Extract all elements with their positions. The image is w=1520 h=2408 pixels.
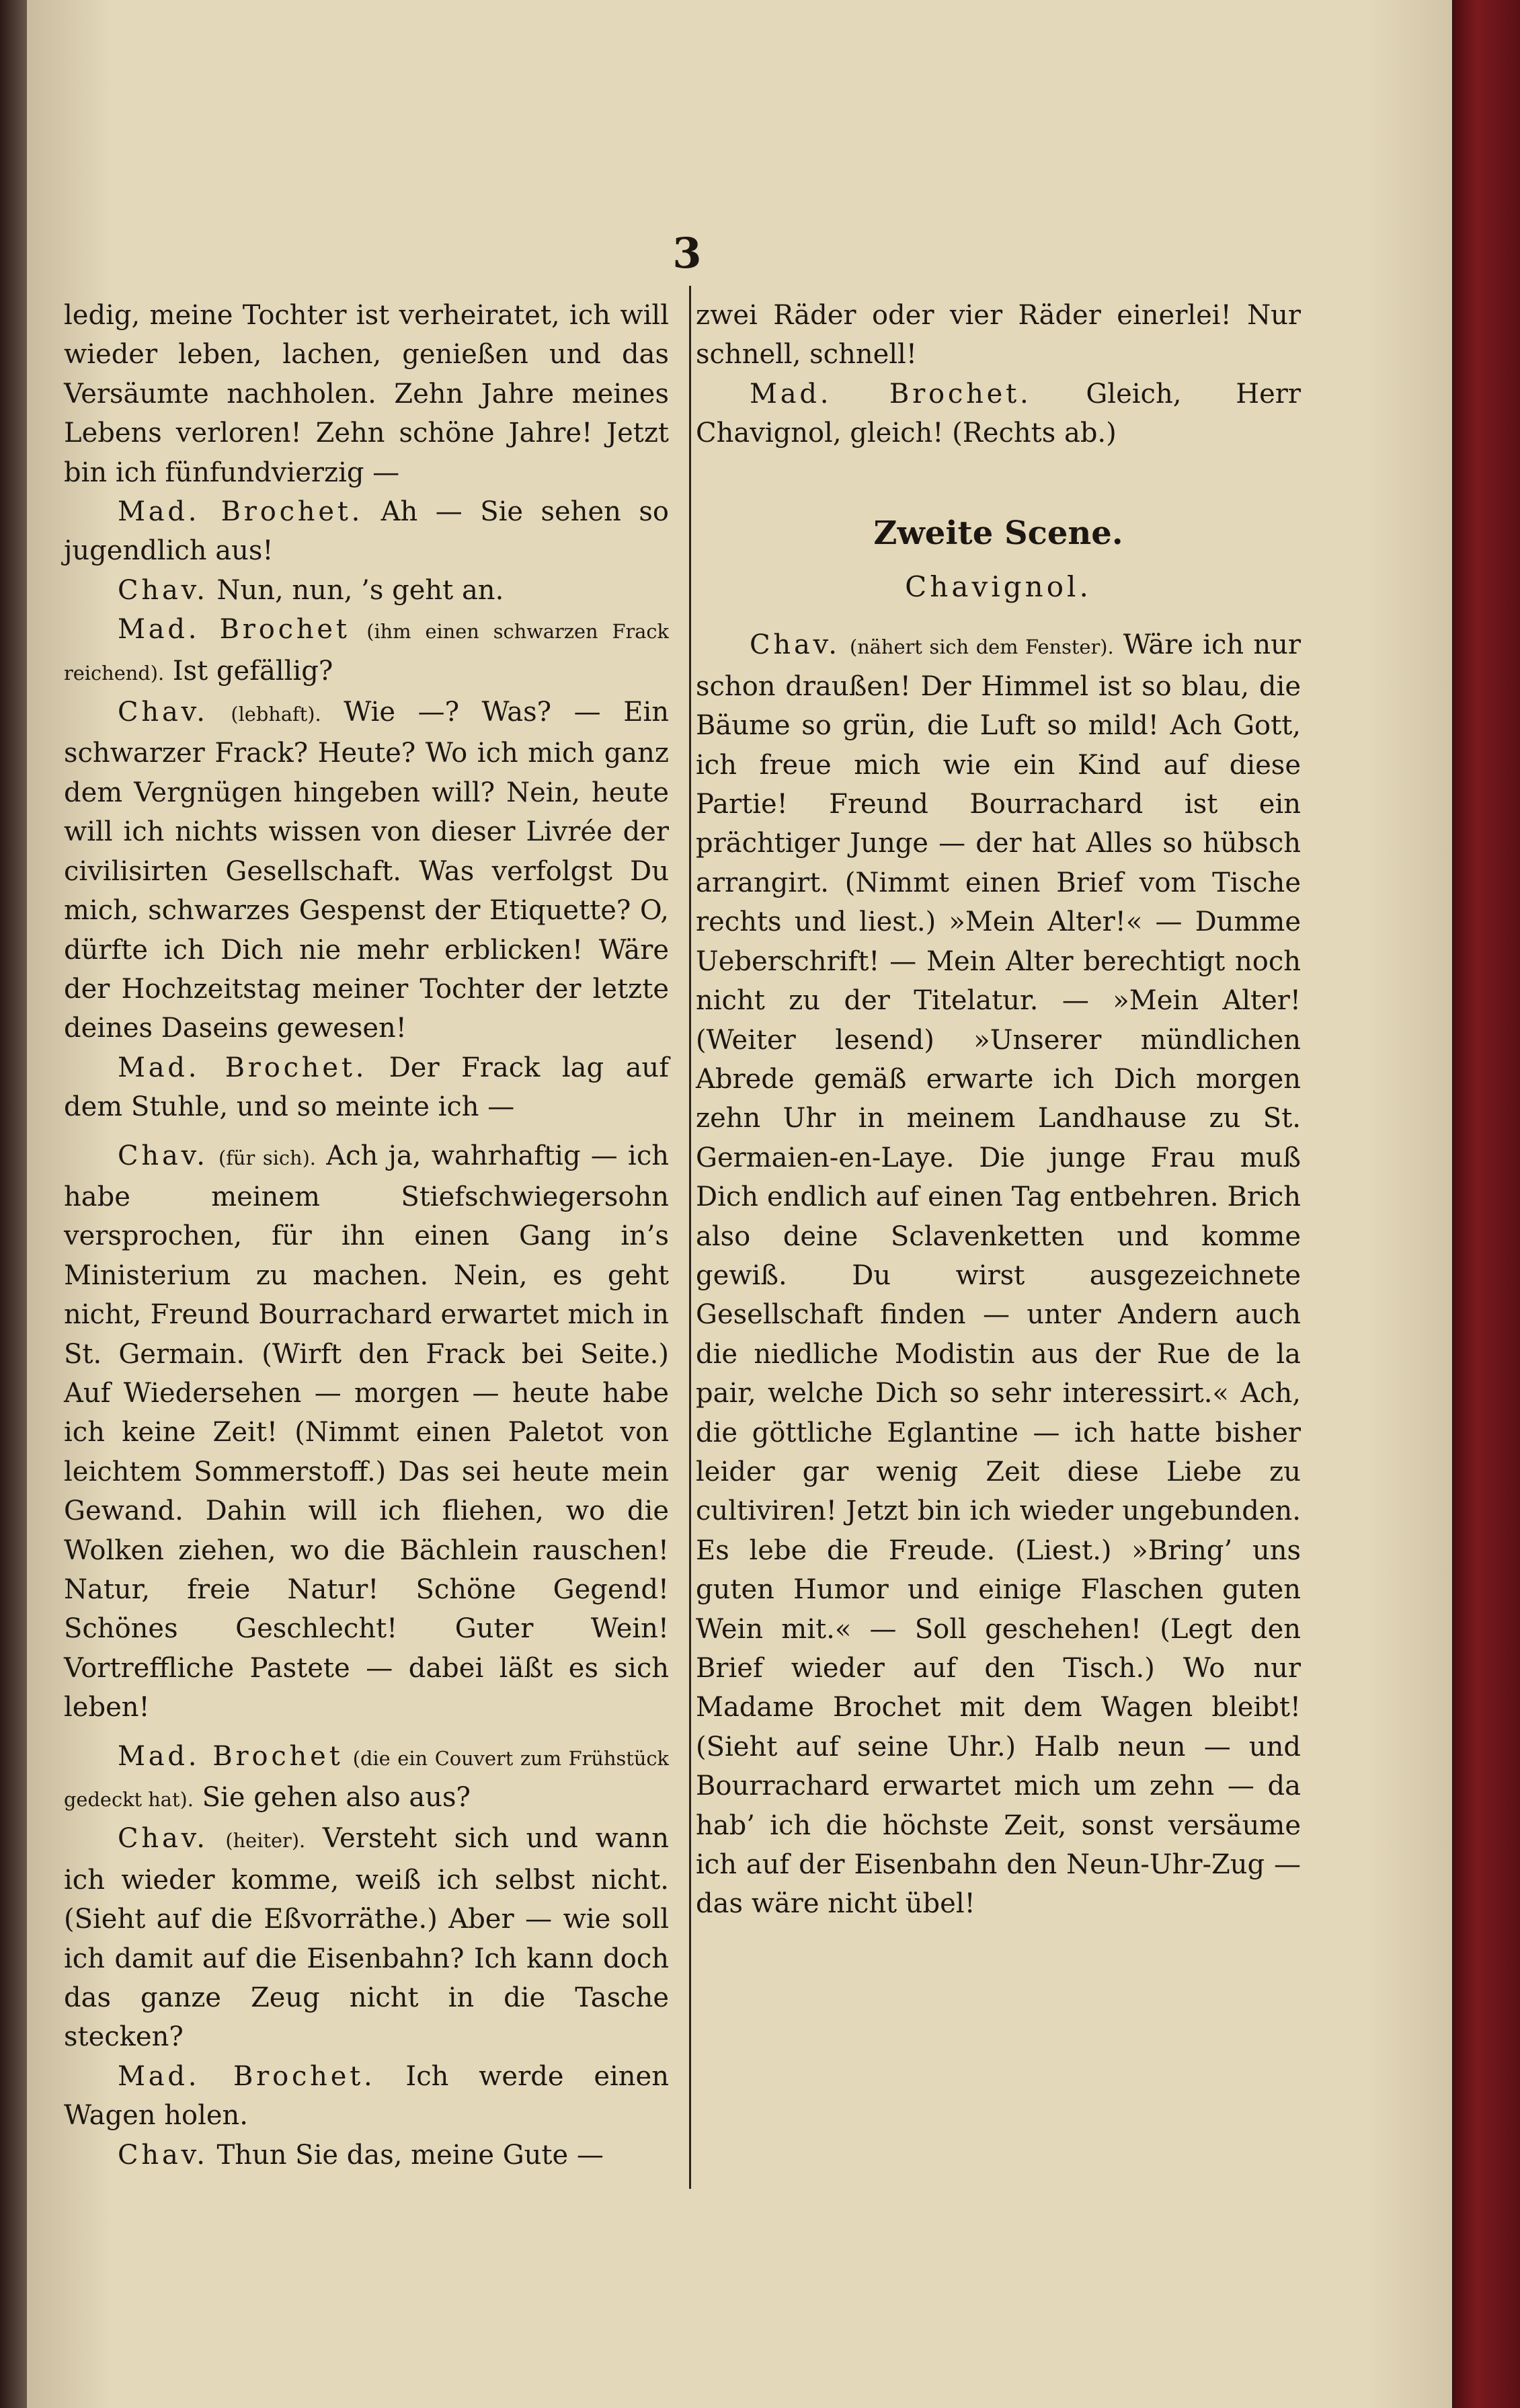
stage-direction: (die ein Couvert zum Frühstück gedeckt hat).: [64, 1746, 669, 1812]
dialogue-paragraph: [64, 1819, 669, 2056]
dialogue-paragraph: [64, 693, 669, 1048]
right-column-bottom: [696, 625, 1301, 1923]
dialogue-text: Ich werde einen Wagen holen.: [64, 2060, 669, 2132]
stage-direction: (ihm einen schwarzen Frack reichend).: [64, 620, 670, 685]
left-text-column: [64, 296, 669, 2175]
dialogue-paragraph: [64, 492, 669, 571]
dialogue-paragraph: [64, 1737, 669, 1820]
dialogue-paragraph: [696, 625, 1301, 1923]
dialogue-paragraph: [64, 2136, 669, 2175]
dialogue-text: Wäre ich nur schon draußen! Der Himmel ist so blau, die Bäume so grün, die Luft so mild! Ach Gott, ich freue mich wie ein Kind auf diese Partie! Freund Bourrachard ist ein prächtiger Junge — der hat Alles so hübsch arrangirt. (Nimmt einen Brief vom Tische rechts und liest.) »Mein Alter!« — Dumme Ueberschrift! — Mein Alter berechtigt noch nicht zu der Titelatur. — »Mein Alter! (Weiter lesend) »Unserer mündlichen Abrede gemäß erwarte ich Dich morgen zehn Uhr in meinem Landhause zu St. Germaien-en-Laye. Die junge Frau muß Dich endlich auf einen Tag entbehren. Brich also deine Sclavenketten und komme gewiß. Du wirst ausgezeichnete Gesellschaft finden — unter Andern auch die niedliche Modistin aus der Rue de la pair, welche Dich so sehr interessirt.« Ach, die göttliche Eglantine — ich hatte bisher leider gar wenig Zeit diese Liebe zu cultiviren! Jetzt bin ich wieder ungebunden. Es lebe die Freude. (Liest.) »Bring’ uns guten Humor und einige Flaschen guten Wein mit.« — Soll geschehen! (Legt den Brief wieder auf den Tisch.) Wo nur Madame Brochet mit dem Wagen bleibt! (Sieht auf seine Uhr.) Halb neun — und Bourrachard erwartet mich um zehn — da hab’ ich die höchste Zeit, sonst versäume ich auf der Eisenbahn den Neun-Uhr-Zug — das wäre nicht übel!: [696, 629, 1302, 1920]
scene-heading: Zweite Scene.: [873, 514, 1123, 552]
speaker-name: Mad. Brochet.: [118, 1052, 368, 1083]
dialogue-text: Versteht sich und wann ich wieder komme, weiß ich selbst nicht. (Sieht auf die Eßvorräthe.) Aber — wie soll ich damit auf die Eisenbahn? Ich kann doch das ganze Zeug nicht in die Tasche stecken?: [64, 1823, 670, 2053]
speaker-name: Chav.: [118, 574, 208, 606]
speaker-name: Chav.: [118, 1823, 208, 1855]
speaker-name: Mad. Brochet.: [118, 2060, 376, 2092]
dialogue-text: Gleich, Herr Chavignol, gleich! (Rechts ab.): [696, 378, 1301, 449]
dialogue-text: Wie —? Was? — Ein schwarzer Frack? Heute? Wo ich mich ganz dem Vergnügen hingeben will? Nein, heute will ich nichts wissen von dieser Livrée der civilisirten Gesellschaft. Was verfolgst Du mich, schwarzes Gespenst der Etiquette? O, dürfte ich Dich nie mehr erblicken! Wäre der Hochzeitstag meiner Tochter der letzte deines Daseins gewesen!: [64, 697, 670, 1044]
speaker-name: Chav.: [750, 629, 840, 661]
scene-character: Chavignol.: [905, 570, 1092, 604]
book-cover-edge: [1453, 0, 1520, 2408]
speaker-name: Mad. Brochet: [118, 1740, 344, 1772]
column-divider: [689, 286, 691, 2189]
dialogue-paragraph: [64, 2057, 669, 2136]
dialogue-paragraph: [64, 1136, 669, 1727]
dialogue-paragraph: [64, 1048, 669, 1127]
dialogue-text: Thun Sie das, meine Gute —: [216, 2139, 604, 2171]
right-text-column: [696, 296, 1301, 1924]
page-number: 3: [672, 229, 702, 278]
right-column-top: [696, 296, 1301, 453]
speaker-name: Chav.: [118, 697, 208, 728]
speaker-name: Mad. Brochet.: [118, 496, 364, 528]
stage-direction: (nähert sich dem Fenster).: [849, 635, 1114, 659]
stage-direction: (für sich).: [218, 1146, 316, 1169]
speaker-name: Mad. Brochet: [118, 614, 350, 646]
dialogue-text: Sie gehen also aus?: [202, 1782, 471, 1814]
speaker-name: Chav.: [118, 1140, 208, 1171]
text-paragraph: zwei Räder oder vier Räder einerlei! Nur schnell, schnell!: [696, 300, 1301, 371]
stage-direction: (heiter).: [225, 1829, 306, 1853]
speaker-name: Chav.: [118, 2139, 208, 2171]
dialogue-text: Ach ja, wahrhaftig — ich habe meinem Stiefschwiegersohn versprochen, für ihn einen Gang in’s Ministerium zu machen. Nein, es geht nicht, Freund Bourrachard erwartet mich in St. Germain. (Wirft den Frack bei Seite.) Auf Wiedersehen — morgen — heute habe ich keine Zeit! (Nimmt einen Paletot von leichtem Sommerstoff.) Das sei heute mein Gewand. Dahin will ich fliehen, wo die Wolken ziehen, wo die Bächlein rauschen! Natur, freie Natur! Schöne Gegend! Schönes Geschlecht! Guter Wein! Vortreffliche Pastete — dabei läßt es sich leben!: [64, 1140, 670, 1723]
dialogue-text: Nun, nun, ’s geht an.: [216, 574, 504, 606]
stage-direction: (lebhaft).: [231, 703, 321, 726]
dialogue-paragraph: [64, 571, 669, 610]
speaker-name: Mad. Brochet.: [750, 378, 1032, 410]
dialogue-text: Der Frack lag auf dem Stuhle, und so meinte ich —: [64, 1052, 670, 1123]
dialogue-paragraph: [64, 610, 669, 693]
dialogue-text: Ah — Sie sehen so jugendlich aus!: [64, 496, 669, 567]
dialogue-text: Ist gefällig?: [172, 655, 333, 687]
dialogue-paragraph: [696, 375, 1301, 453]
text-paragraph: ledig, meine Tochter ist verheiratet, ich will wieder leben, lachen, genießen und das Versäumte nachholen. Zehn Jahre meines Lebens verloren! Zehn schöne Jahre! Jetzt bin ich fünfundvierzig —: [64, 300, 669, 488]
